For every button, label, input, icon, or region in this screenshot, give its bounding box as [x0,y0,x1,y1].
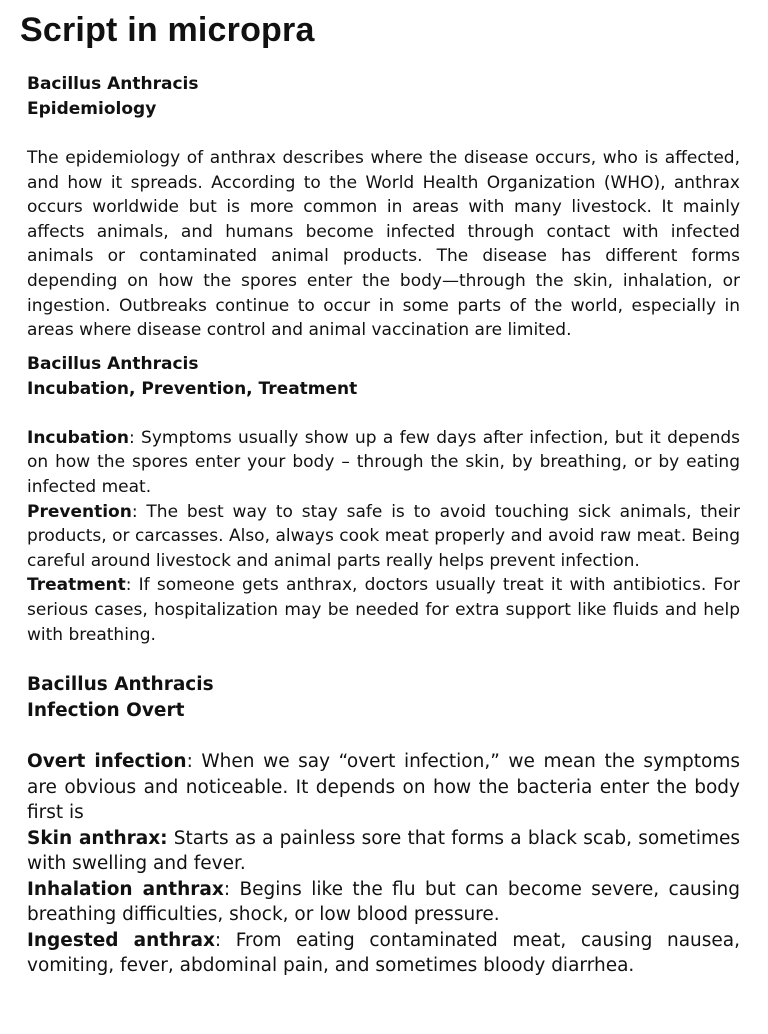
inhalation-anthrax-paragraph [27,877,740,928]
prevention-label: Prevention [27,501,132,522]
skin-anthrax-paragraph [27,826,740,877]
incubation-label: Incubation [27,427,129,448]
section-heading-line2: Epidemiology [27,99,157,119]
ingested-anthrax-text: : From eating contaminated meat, causing nausea, vomiting, fever, abdominal pain, and sometimes bloody diarrhea. [27,929,740,977]
section-infection-overt [27,672,740,979]
epidemiology-paragraph: The epidemiology of anthrax describes where the disease occurs, who is affected, and how it spreads. According to the World Health Organization (WHO), anthrax occurs worldwide but is more common in areas with many livestock. It mainly affects animals, and humans become infected through contact with infected animals or contaminated animal products. The disease has different forms depending on how the spores enter the body—through the skin, inhalation, or ingestion. Outbreaks continue to occur in some parts of the world, especially in areas where disease control and animal vaccination are limited. [27,148,740,341]
skin-anthrax-text: Starts as a painless sore that forms a black scab, sometimes with swelling and fever. [27,827,741,875]
section-heading-line1: Bacillus Anthracis [27,674,214,696]
inhalation-anthrax-text: : Begins like the flu but can become severe, causing breathing difficulties, shock, or low blood pressure. [27,878,741,926]
overt-infection-label: Overt infection [27,751,187,773]
section-heading [27,352,740,402]
section-heading-line2: Infection Overt [27,700,185,722]
ingested-anthrax-label: Ingested anthrax [27,929,215,951]
overt-infection-paragraph [27,749,740,826]
section-heading-line1: Bacillus Anthracis [27,74,199,94]
prevention-text: : The best way to stay safe is to avoid touching sick animals, their products, or carcasses. Also, always cook meat properly and avoid raw meat. Being careful around livestock and animal parts really helps prevent infection. [27,501,740,571]
section-heading [27,672,740,724]
ingested-anthrax-paragraph [27,928,740,979]
section-heading [27,72,740,122]
section-heading-line1: Bacillus Anthracis [27,353,199,374]
section-incubation-prevention-treatment [27,352,740,647]
treatment-paragraph [27,573,740,647]
section-heading-line2: Incubation, Prevention, Treatment [27,378,358,399]
incubation-paragraph [27,426,740,500]
treatment-label: Treatment [27,575,126,596]
overt-infection-text: : When we say “overt infection,” we mean the symptoms are obvious and noticeable. It depends on how the bacteria enter the body first is [27,751,740,824]
incubation-text: : Symptoms usually show up a few days after infection, but it depends on how the spores enter your body – through the skin, by breathing, or by eating infected meat. [27,427,740,497]
prevention-paragraph [27,500,740,574]
treatment-text: : If someone gets anthrax, doctors usually treat it with antibiotics. For serious cases, hospitalization may be needed for extra support like fluids and help with breathing. [27,575,740,645]
inhalation-anthrax-label: Inhalation anthrax [27,878,224,900]
skin-anthrax-label: Skin anthrax: [27,827,168,849]
document-page [0,10,768,1034]
section-epidemiology [27,72,740,343]
document-title: Script in micropra [20,11,315,49]
